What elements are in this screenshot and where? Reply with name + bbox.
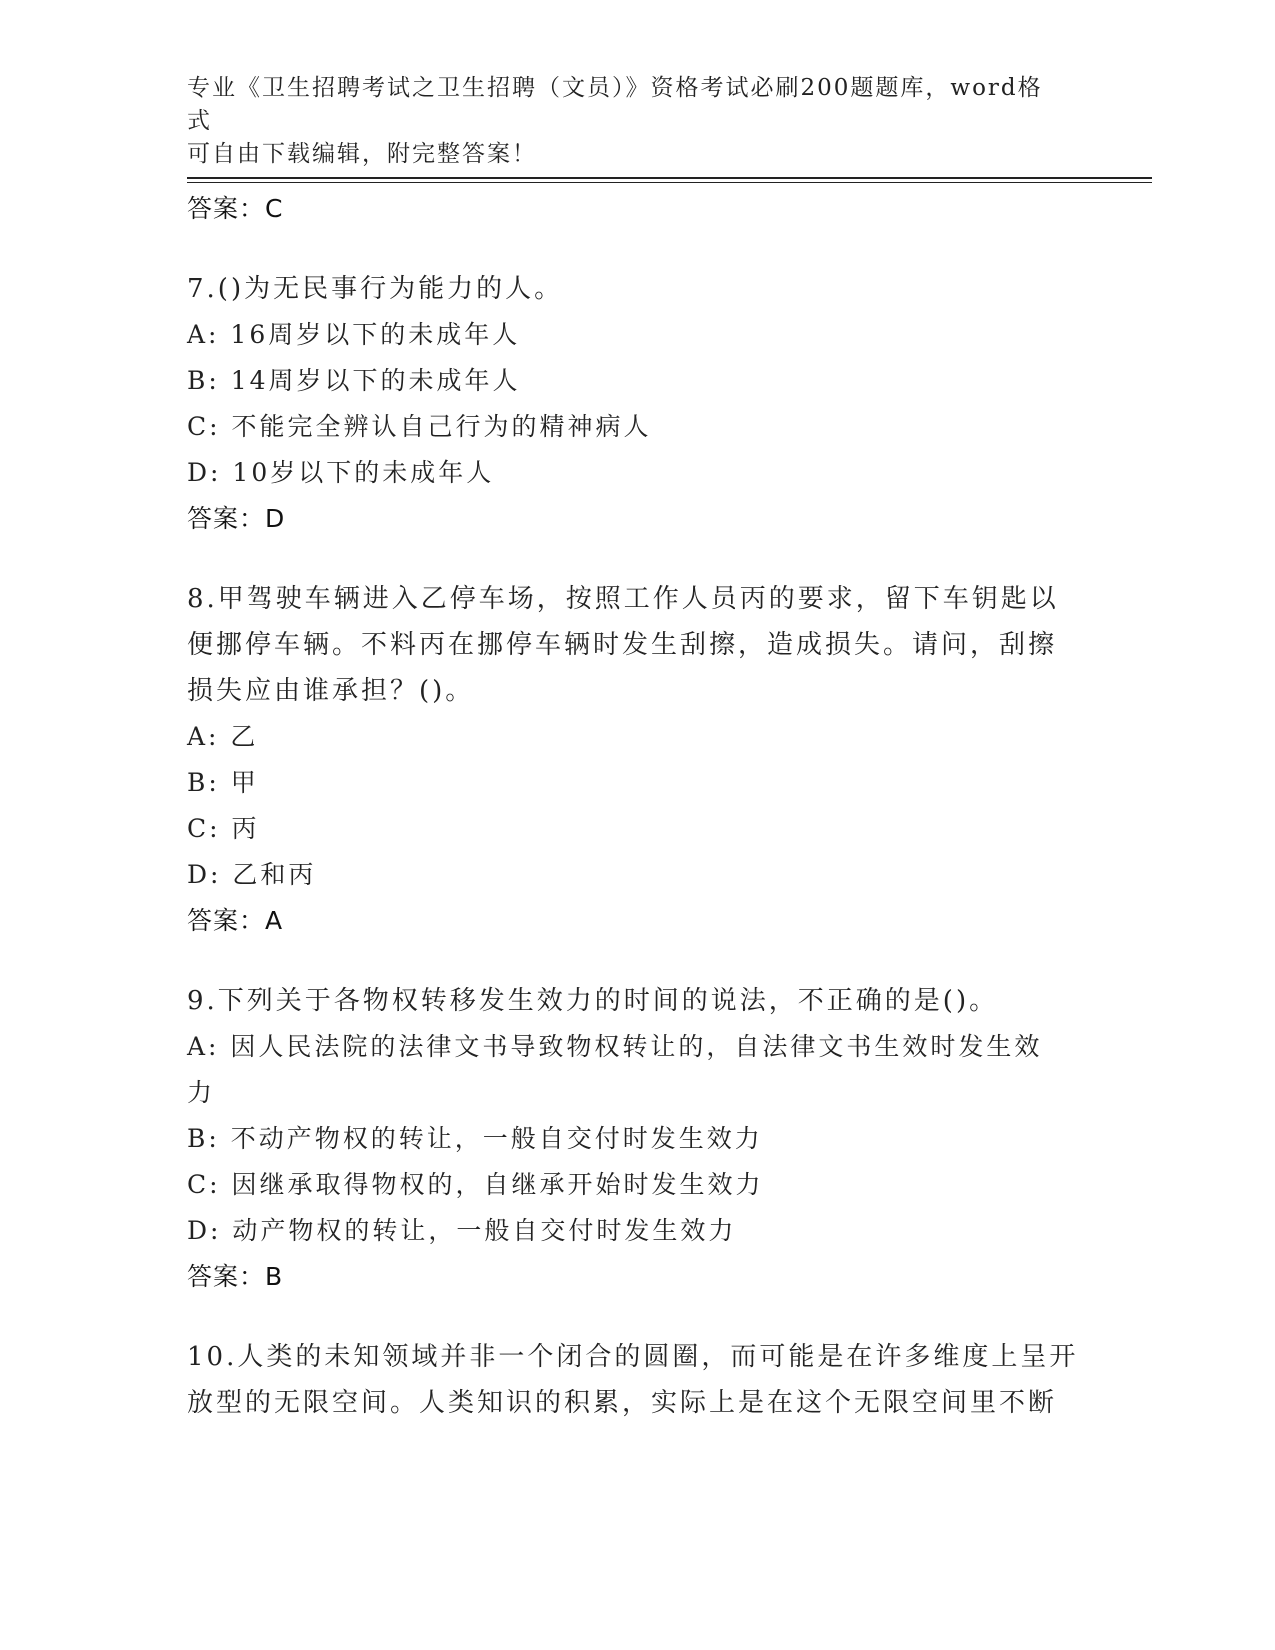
- question-9-option-d: D: 动产物权的转让，一般自交付时发生效力: [187, 1216, 737, 1245]
- question-8: [187, 576, 1087, 944]
- question-9-option-c: C: 因继承取得物权的，自继承开始时发生效力: [187, 1170, 764, 1199]
- question-10-text-line-2: 放型的无限空间。人类知识的积累，实际上是在这个无限空间里不断: [187, 1388, 1058, 1418]
- question-7-option-a: A: 16周岁以下的未成年人: [187, 320, 521, 349]
- question-7-option-d: D: 10岁以下的未成年人: [187, 458, 495, 487]
- question-7-option-c: C: 不能完全辨认自己行为的精神病人: [187, 412, 652, 441]
- question-8-text-line-2: 便挪停车辆。不料丙在挪停车辆时发生刮擦，造成损失。请问，刮擦: [187, 630, 1058, 660]
- question-8-option-a: A: 乙: [187, 722, 259, 751]
- header-line-1: 专业《卫生招聘考试之卫生招聘（文员）》资格考试必刷200题题库，word格式: [187, 75, 1043, 134]
- question-7-text: 7.()为无民事行为能力的人。: [187, 274, 564, 304]
- answer-q6: 答案：C: [187, 194, 284, 223]
- question-8-option-b: B: 甲: [187, 768, 259, 797]
- question-10-text-line-1: 10.人类的未知领域并非一个闭合的圆圈，而可能是在许多维度上呈开: [187, 1342, 1079, 1372]
- header-rule-thin: [187, 182, 1152, 183]
- question-8-text-line-3: 损失应由谁承担？()。: [187, 676, 475, 706]
- question-8-option-d: D: 乙和丙: [187, 860, 317, 889]
- header-line-2: 可自由下载编辑，附完整答案！: [187, 141, 537, 167]
- question-9: [187, 978, 1087, 1300]
- question-8-option-c: C: 丙: [187, 814, 260, 843]
- question-8-text-line-1: 8.甲驾驶车辆进入乙停车场，按照工作人员丙的要求，留下车钥匙以: [187, 584, 1059, 614]
- answer-q8: 答案：A: [187, 906, 284, 935]
- answer-q7: 答案：D: [187, 504, 286, 533]
- question-9-option-a-line-2: 力: [187, 1078, 216, 1107]
- question-7: [187, 266, 1087, 542]
- header-rule-thick: [187, 177, 1152, 179]
- question-9-option-a-line-1: A: 因人民法院的法律文书导致物权转让的，自法律文书生效时发生效: [187, 1032, 1043, 1061]
- question-10: [187, 1334, 1087, 1426]
- question-7-option-b: B: 14周岁以下的未成年人: [187, 366, 521, 395]
- page-header: [187, 72, 1067, 171]
- answer-q9: 答案：B: [187, 1262, 284, 1291]
- question-9-text: 9.下列关于各物权转移发生效力的时间的说法，不正确的是()。: [187, 986, 999, 1016]
- document-body: [187, 186, 1087, 1426]
- question-9-option-b: B: 不动产物权的转让，一般自交付时发生效力: [187, 1124, 763, 1153]
